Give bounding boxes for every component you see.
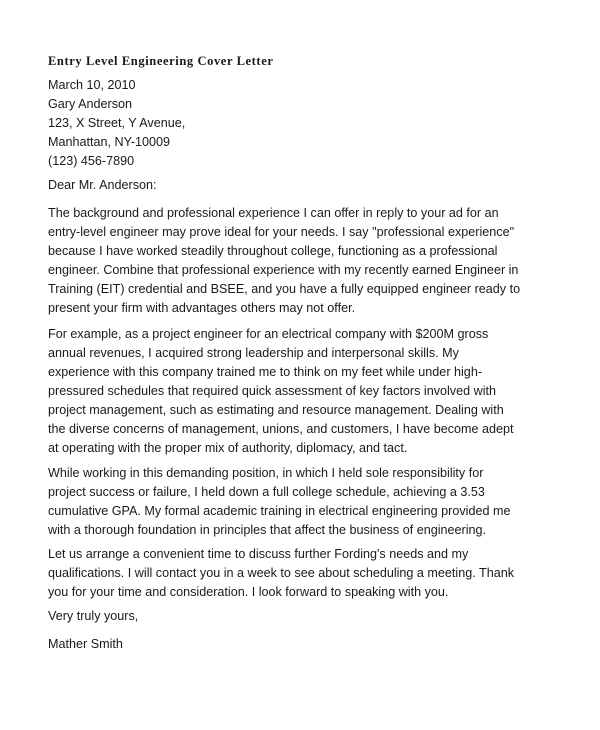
paragraph-line: project management, such as estimating and resource management. Dealing with [48,403,504,417]
closing: Very truly yours, [48,609,139,623]
address-block [48,76,558,171]
paragraph-line: present your firm with advantages others may not offer. [48,301,356,315]
paragraph-line: cumulative GPA. My formal academic training in electrical engineering provided me [48,504,511,518]
paragraph-line: While working in this demanding position, in which I held sole responsibility for [48,466,484,480]
signature-name: Mather Smith [48,637,123,651]
paragraph-line: at operating with the proper mix of authority, diplomacy, and tact. [48,441,408,455]
document-title: Entry Level Engineering Cover Letter [48,54,274,68]
paragraph-line: Training (EIT) credential and BSEE, and you have a fully equipped engineer ready to [48,282,521,296]
paragraph-line: pressured schedules that required quick assessment of key factors involved with [48,384,497,398]
paragraph-line: experience with this company trained me to think on my feet while under high- [48,365,483,379]
paragraph-line: project success or failure, I held down a full college schedule, achieving a 3.53 [48,485,485,499]
paragraph-line: For example, as a project engineer for an electrical company with $200M gross [48,327,489,341]
paragraph-line: qualifications. I will contact you in a week to see about scheduling a meeting. Thank [48,566,515,580]
paragraph-line: annual revenues, I acquired strong leadership and interpersonal skills. My [48,346,459,360]
recipient-street: 123, X Street, Y Avenue, [48,116,186,130]
salutation: Dear Mr. Anderson: [48,178,157,192]
recipient-city: Manhattan, NY-10009 [48,135,171,149]
paragraph-line: with a thorough foundation in principles that affect the business of engineering. [48,523,487,537]
letter-date: March 10, 2010 [48,78,136,92]
paragraph-2 [48,325,558,458]
paragraph-1 [48,204,558,318]
paragraph-line: The background and professional experience I can offer in reply to your ad for an [48,206,499,220]
paragraph-line: engineer. Combine that professional experience with my recently earned Engineer in [48,263,519,277]
paragraph-line: you for your time and consideration. I look forward to speaking with you. [48,585,449,599]
paragraph-4 [48,545,558,602]
recipient-phone: (123) 456-7890 [48,154,135,168]
paragraph-line: Let us arrange a convenient time to discuss further Fording's needs and my [48,547,469,561]
paragraph-line: the diverse concerns of management, unions, and customers, I have become adept [48,422,514,436]
paragraph-line: because I have worked steadily throughout college, functioning as a professional [48,244,498,258]
paragraph-3 [48,464,558,540]
recipient-name: Gary Anderson [48,97,133,111]
paragraph-line: entry-level engineer may prove ideal for your needs. I say "professional experience" [48,225,515,239]
